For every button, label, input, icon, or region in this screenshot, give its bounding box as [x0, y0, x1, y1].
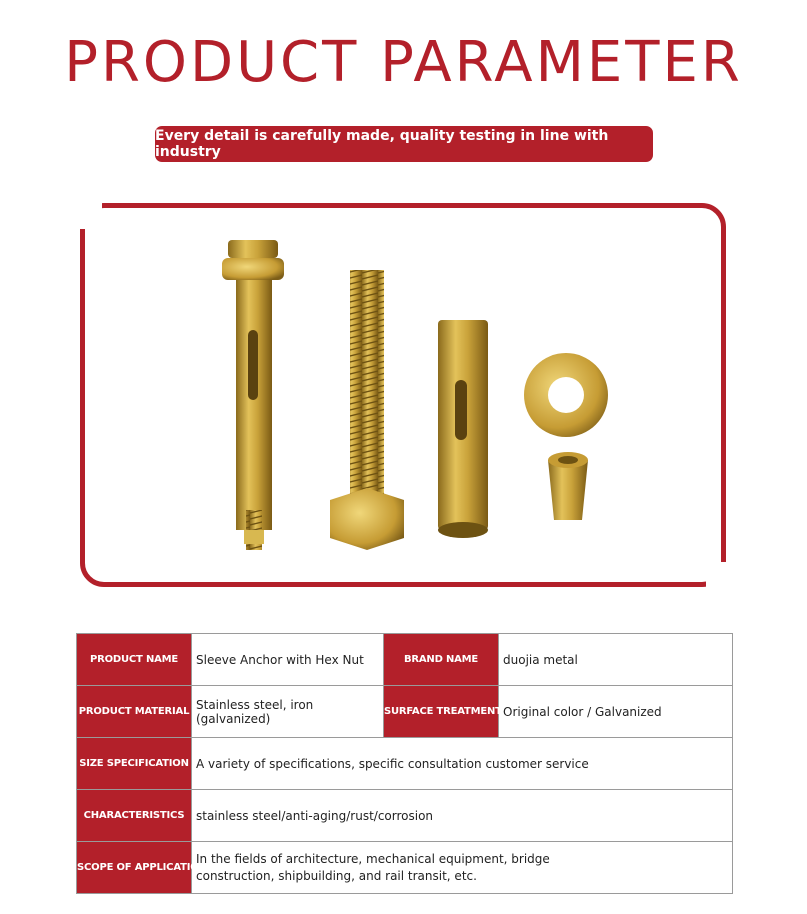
- scope-text: In the fields of architecture, mechanical equipment, bridge construction, shipbuilding, and rail transit, etc.: [196, 851, 550, 883]
- table-row: [77, 634, 733, 686]
- scope-of-application-label: SCOPE OF APPLICATION: [77, 842, 192, 894]
- frame-gap-top: [80, 203, 102, 229]
- product-material-label: PRODUCT MATERIAL: [77, 686, 192, 738]
- size-specification-value: A variety of specifications, specific consultation customer service: [192, 738, 733, 790]
- sleeve-icon: [438, 320, 488, 538]
- table-row: [77, 790, 733, 842]
- characteristics-value: stainless steel/anti-aging/rust/corrosion: [192, 790, 733, 842]
- table-row: [77, 738, 733, 790]
- hex-bolt-icon: [330, 270, 404, 550]
- assembled-anchor-icon: [222, 240, 284, 550]
- frame-gap-bottom: [706, 562, 728, 589]
- scope-of-application-value: [192, 842, 733, 894]
- brand-name-label: BRAND NAME: [384, 634, 499, 686]
- product-name-value: Sleeve Anchor with Hex Nut: [192, 634, 384, 686]
- surface-treatment-label: SURFACE TREATMENT: [384, 686, 499, 738]
- characteristics-label: CHARACTERISTICS: [77, 790, 192, 842]
- page-title: PRODUCT PARAMETER: [64, 30, 743, 95]
- washer-icon: [524, 353, 608, 437]
- product-name-label: PRODUCT NAME: [77, 634, 192, 686]
- product-photo: [170, 220, 640, 570]
- table-row: [77, 686, 733, 738]
- parameter-table: [76, 633, 733, 894]
- table-row: [77, 842, 733, 894]
- surface-treatment-value: Original color / Galvanized: [499, 686, 733, 738]
- subtitle-banner: Every detail is carefully made, quality testing in line with industry: [155, 126, 653, 162]
- cone-nut-icon: [548, 452, 588, 520]
- product-material-value: Stainless steel, iron (galvanized): [192, 686, 384, 738]
- brand-name-value: duojia metal: [499, 634, 733, 686]
- size-specification-label: SIZE SPECIFICATION: [77, 738, 192, 790]
